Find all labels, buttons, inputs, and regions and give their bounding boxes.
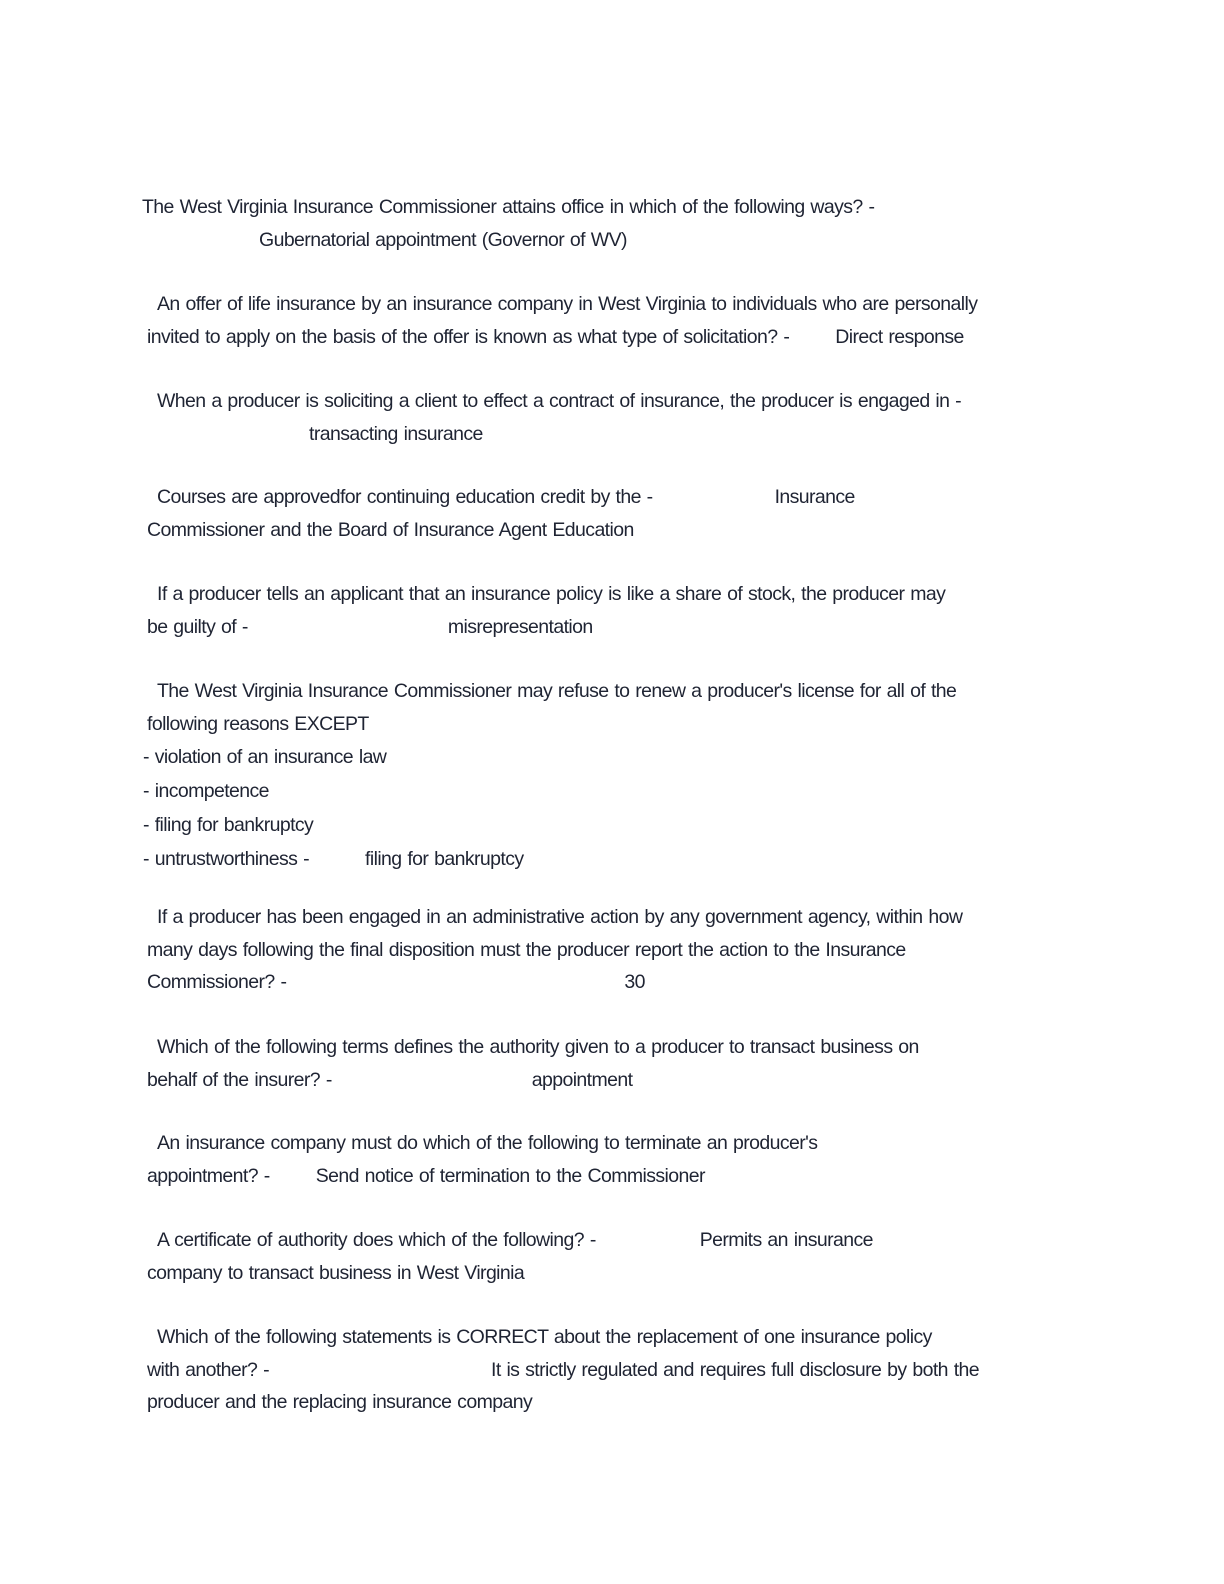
qa-item [147,481,1057,546]
option-item: - filing for bankruptcy [143,814,314,836]
question-text: with another? - [147,1358,269,1381]
question-text: Which of the following statements is CORRECT about the replacement of one insurance policy [157,1326,932,1348]
qa-item [147,578,1057,643]
question-text: Which of the following terms defines the authority given to a producer to transact business on [157,1036,919,1058]
answer-text: Send notice of termination to the Commissioner [315,1164,705,1187]
question-text: be guilty of - [147,615,248,638]
answer-text: filing for bankruptcy [365,848,524,870]
answer-text: producer and the replacing insurance company [147,1391,533,1413]
question-text: Commissioner? - [147,971,287,993]
qa-item [147,1224,1057,1289]
question-text: When a producer is soliciting a client to effect a contract of insurance, the producer is engaged in - [157,390,962,412]
answer-text: Gubernatorial appointment (Governor of WV) [259,228,627,251]
question-text: behalf of the insurer? - [147,1068,332,1091]
answer-text: Commissioner and the Board of Insurance Agent Education [147,518,634,541]
qa-item [147,1031,1057,1096]
question-text: invited to apply on the basis of the offer is known as what type of solicitation? - [147,325,790,348]
question-text: An offer of life insurance by an insurance company in West Virginia to individuals who are personally [157,293,978,315]
question-text: A certificate of authority does which of the following? - [157,1229,596,1251]
answer-text: transacting insurance [309,422,483,445]
answer-text: Insurance [774,486,855,508]
option-item: - incompetence [143,780,269,802]
question-text: Courses are approvedfor continuing education credit by the - [157,486,653,508]
answer-text: misrepresentation [447,615,593,638]
option-item: - violation of an insurance law [143,746,387,768]
question-text: The West Virginia Insurance Commissioner may refuse to renew a producer's license for all of the [157,680,957,702]
qa-item [147,288,1057,353]
qa-item [147,901,1057,999]
qa-item [142,191,1052,256]
answer-text: appointment [531,1068,633,1091]
question-text: If a producer has been engaged in an administrative action by any government agency, within how [157,906,963,928]
qa-item [147,1127,1057,1192]
question-text: following reasons EXCEPT [147,712,369,735]
question-text: If a producer tells an applicant that an insurance policy is like a share of stock, the producer may [157,583,946,605]
question-text: many days following the final disposition must the producer report the action to the Insurance [147,938,906,961]
qa-item [143,675,1057,876]
answer-text: Permits an insurance [699,1229,873,1251]
qa-item [147,385,1057,450]
answer-text: It is strictly regulated and requires full disclosure by both the [491,1358,980,1381]
qa-item [147,1321,1057,1419]
answer-text: 30 [624,971,645,993]
question-text: The West Virginia Insurance Commissioner attains office in which of the following ways? - [142,196,875,218]
answer-text: company to transact business in West Virginia [147,1261,525,1284]
answer-text: Direct response [835,325,964,348]
question-text: appointment? - [147,1164,270,1187]
question-text: An insurance company must do which of the following to terminate an producer's [157,1132,818,1154]
option-item: - untrustworthiness - [143,848,310,870]
